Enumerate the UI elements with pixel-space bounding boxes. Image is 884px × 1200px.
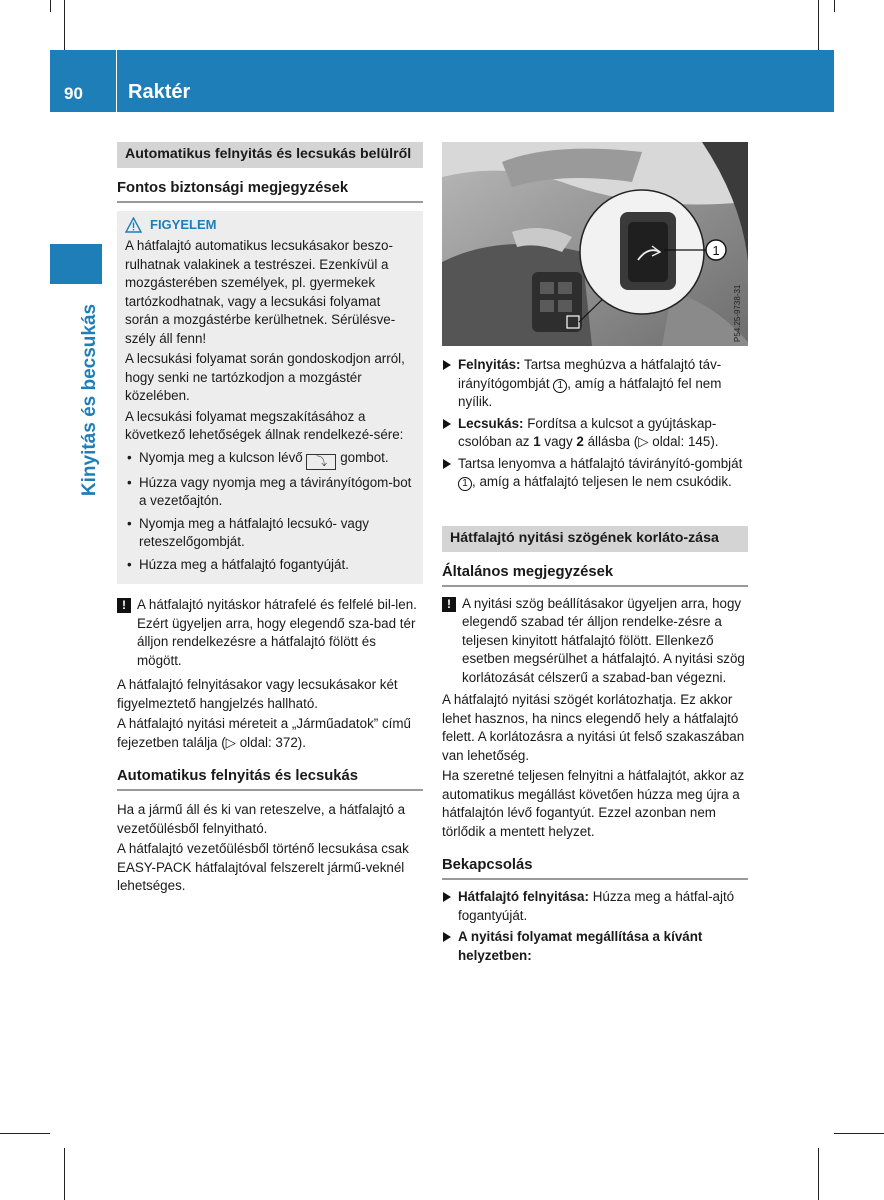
- crop-mark: [64, 1148, 65, 1200]
- section-title-angle-limit: Hátfalajtó nyitási szögének korláto-zása: [442, 526, 748, 552]
- list-item: • Húzza vagy nyomja meg a távirányítógom-bot a vezetőajtón.: [125, 474, 415, 511]
- paragraph: A hátfalajtó felnyitásakor vagy lecsukásakor két figyelmeztető hangjelzés hallható.: [117, 677, 398, 711]
- callout-ref: 1: [553, 379, 567, 393]
- heading-auto-open-close: Automatikus felnyitás és lecsukás: [117, 766, 423, 791]
- side-chapter-title: Kinyitás és becsukás: [79, 303, 100, 497]
- warning-bullet-list: [125, 449, 415, 575]
- page-number: 90: [64, 84, 83, 103]
- crop-mark: [834, 0, 835, 12]
- warning-paragraph: A lecsukási folyamat megszakításához a következő lehetőségek állnak rendelkezé-sére:: [125, 408, 404, 442]
- warning-label: FIGYELEM: [150, 217, 217, 232]
- paragraph: Ha szeretné teljesen felnyitni a hátfalajtót, akkor az automatikus megállást követően húzza meg újra a hátfalajtón lévő fogantyút. Ezzel azonban nem törlődik a mentett helyzet.: [442, 768, 745, 839]
- step-arrow-icon: [443, 892, 451, 902]
- step-item: Tartsa lenyomva a hátfalajtó távirányító-gombját 1 , amíg a hátfalajtó teljesen le nem csukódik.: [442, 455, 748, 492]
- list-item: • Nyomja meg a hátfalajtó lecsukó- vagy reteszelőgombját.: [125, 515, 415, 552]
- door-switch-photo: [442, 142, 748, 346]
- note-block: [117, 596, 423, 670]
- step-item: Lecsukás: Fordítsa a kulcsot a gyújtáskap-csolóban az 1 vagy 2 állásba (▷ oldal: 145).: [442, 415, 748, 452]
- left-column: [117, 142, 423, 896]
- paragraph: A hátfalajtó nyitási méreteit a „Járműadatok” című fejezetben találja (▷ oldal: 372).: [117, 716, 411, 750]
- paragraph: Ha a jármű áll és ki van reteszelve, a hátfalajtó a vezetőülésből felnyitható.: [117, 802, 406, 836]
- note-text: A nyitási szög beállításakor ügyeljen arra, hogy elegendő szabad tér álljon rendelke-zésre a teljesen kinyitott hátfalajtó fölött. Ellenkező esetben megsérülhet a hátfalajtó. A nyitási szög korlátozását célszerű a szabad-ban végezni.: [462, 595, 745, 685]
- image-code: P54.25-9738-31: [733, 284, 742, 342]
- step-item: Felnyitás: Tartsa meghúzva a hátfalajtó táv-irányítógombját 1 , amíg a hátfalajtó fel nem nyílik.: [442, 356, 748, 412]
- heading-activation: Bekapcsolás: [442, 855, 748, 880]
- crop-mark: [50, 0, 51, 12]
- paragraph: A hátfalajtó nyitási szögét korlátozhatja. Ez akkor lehet hasznos, ha nincs elegendő hely a hátfalajtó felett. A korlátozásra a nyitási út felső szakaszában van lehetőség.: [442, 692, 745, 763]
- warning-paragraph: A lecsukási folyamat során gondoskodjon arról, hogy senki ne tartózkodjon a mozgástér közelében.: [125, 351, 405, 403]
- exclamation-icon: !: [442, 597, 456, 612]
- paragraph: A hátfalajtó vezetőülésből történő lecsukása csak EASY-PACK hátfalajtóval felszerelt jármű-veknél lehetséges.: [117, 841, 409, 893]
- key-close-button-icon: ⤵: [306, 454, 336, 470]
- warning-box: [117, 211, 423, 584]
- header-divider: [116, 50, 117, 112]
- crop-mark: [0, 1133, 50, 1134]
- crop-mark: [834, 1133, 884, 1134]
- callout-ref: 1: [458, 477, 472, 491]
- crop-mark: [64, 0, 65, 50]
- section-title-auto-open-inside: Automatikus felnyitás és lecsukás belülről: [117, 142, 423, 168]
- step-arrow-icon: [443, 932, 451, 942]
- door-panel-illustration: [442, 142, 748, 346]
- note-block: [442, 595, 748, 688]
- side-tab-marker: [50, 244, 102, 284]
- step-arrow-icon: [443, 419, 451, 429]
- list-item: • Húzza meg a hátfalajtó fogantyúját.: [125, 556, 415, 575]
- step-item: Hátfalajtó felnyitása: Húzza meg a hátfal-ajtó fogantyúját.: [442, 888, 748, 925]
- chapter-title: Raktér: [128, 81, 191, 103]
- heading-general-notes: Általános megjegyzések: [442, 562, 748, 587]
- crop-mark: [818, 0, 819, 50]
- step-arrow-icon: [443, 360, 451, 370]
- step-list: [442, 356, 748, 492]
- warning-paragraph: A hátfalajtó automatikus lecsukásakor beszo-rulhatnak valakinek a testrészei. Ezenkívül a mozgásterében személyek, pl. gyermekek tartózkodhatnak, vagy a lecsukási folyamat során a mozgástérbe kerülhetnek. Sérülésve-szély áll fenn!: [125, 238, 396, 346]
- note-text: A hátfalajtó nyitáskor hátrafelé és felfelé bil-len. Ezért ügyeljen arra, hogy elegendő sza-bad tér álljon rendelkezésre a hátfalajtó fölött és mögött.: [137, 597, 417, 668]
- crop-mark: [818, 1148, 819, 1200]
- right-column: [442, 352, 748, 968]
- list-item: • Nyomja meg a kulcson lévő ⤵ gombot.: [125, 449, 415, 470]
- step-list: [442, 888, 748, 965]
- warning-triangle-icon: [125, 217, 142, 233]
- heading-safety-notes: Fontos biztonsági megjegyzések: [117, 178, 423, 203]
- step-arrow-icon: [443, 459, 451, 469]
- warning-title: [125, 215, 415, 235]
- step-item: A nyitási folyamat megállítása a kívánt helyzetben:: [442, 928, 748, 965]
- exclamation-icon: !: [117, 598, 131, 613]
- callout-number: 1: [712, 243, 720, 258]
